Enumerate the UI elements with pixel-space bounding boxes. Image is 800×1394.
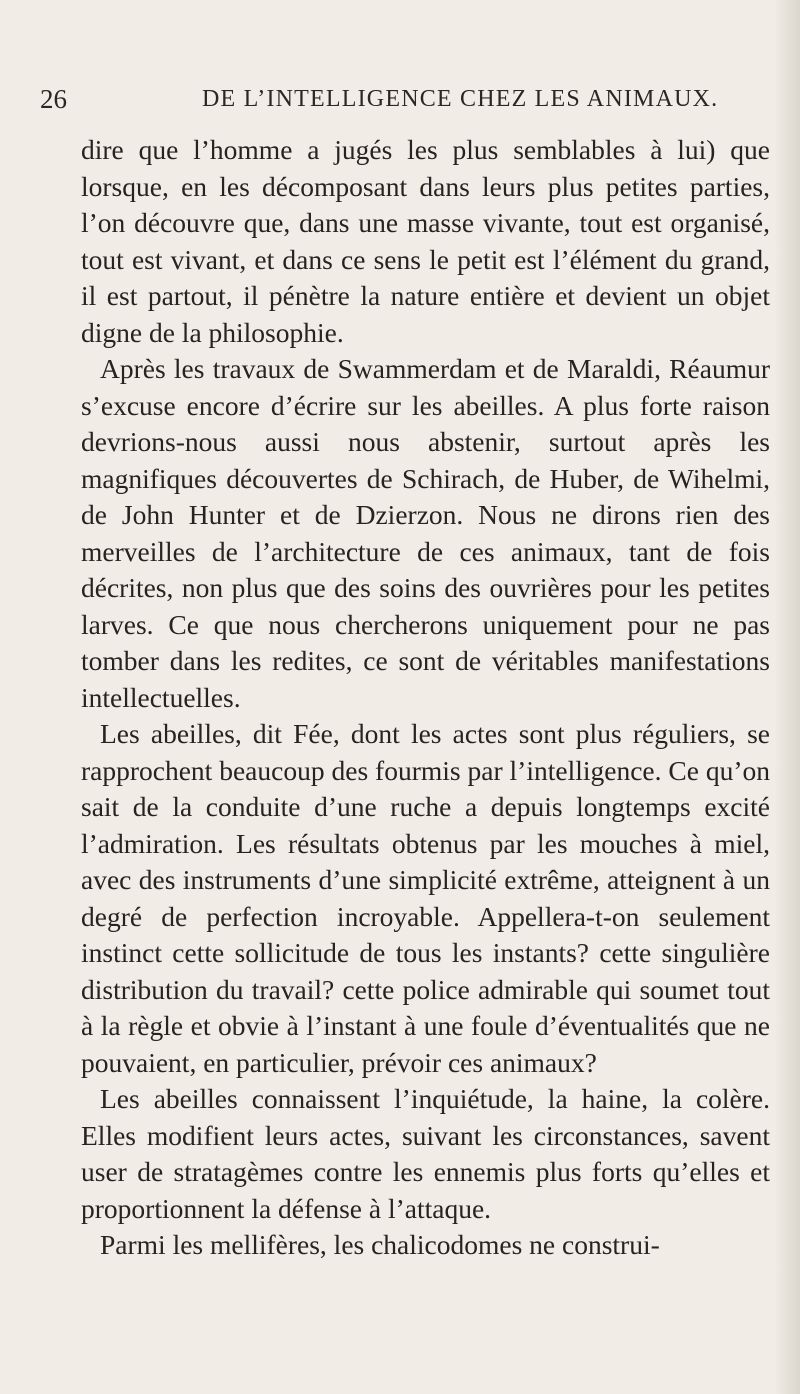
body-text <box>81 132 770 1264</box>
paragraph: Après les travaux de Swammerdam et de Maraldi, Réaumur s’excuse encore d’écrire sur les abeilles. A plus forte raison devrions-nous aussi nous abstenir, surtout après les magnifiques découvertes de Schirach, de Huber, de Wihelmi, de John Hunter et de Dzierzon. Nous ne dirons rien des merveilles de l’architecture de ces animaux, tant de fois décrites, non plus que des soins des ouvrières pour les petites larves. Ce que nous chercherons uniquement pour ne pas tomber dans les redites, ce sont de véritables manifestations intellectuelles. <box>81 353 770 713</box>
page-number: 26 <box>40 84 67 114</box>
paragraph: Parmi les mellifères, les chalicodomes ne construi- <box>100 1229 660 1260</box>
page-header <box>0 84 800 124</box>
paragraph: Les abeilles, dit Fée, dont les actes sont plus réguliers, se rapprochent beaucoup des fourmis par l’intelligence. Ce qu’on sait de la conduite d’une ruche a depuis longtemps excité l’admiration. Les résultats obtenus par les mouches à miel, avec des instruments d’une simplicité extrême, atteignent à un degré de perfection incroyable. Appellera-t-on seulement instinct cette sollicitude de tous les instants? cette singulière distribution du travail? cette police admirable qui soumet tout à la règle et obvie à l’instant à une foule d’éventualités que ne pouvaient, en particulier, prévoir ces animaux? <box>81 718 770 1078</box>
running-head: DE L’INTELLIGENCE CHEZ LES ANIMAUX. <box>202 86 719 112</box>
paragraph: Les abeilles connaissent l’inquiétude, la haine, la colère. Elles modifient leurs actes, suivant les circonstances, savent user de stratagèmes contre les ennemis plus forts qu’elles et proportionnent la défense à l’attaque. <box>81 1083 770 1224</box>
page-edge-shadow <box>774 0 800 1394</box>
paragraph-continued: dire que l’homme a jugés les plus semblables à lui) que lorsque, en les décomposant dans leurs plus petites parties, l’on découvre que, dans une masse vivante, tout est organisé, tout est vivant, et dans ce sens le petit est l’élément du grand, il est partout, il pénètre la nature entière et devient un objet digne de la philosophie. <box>81 134 770 348</box>
